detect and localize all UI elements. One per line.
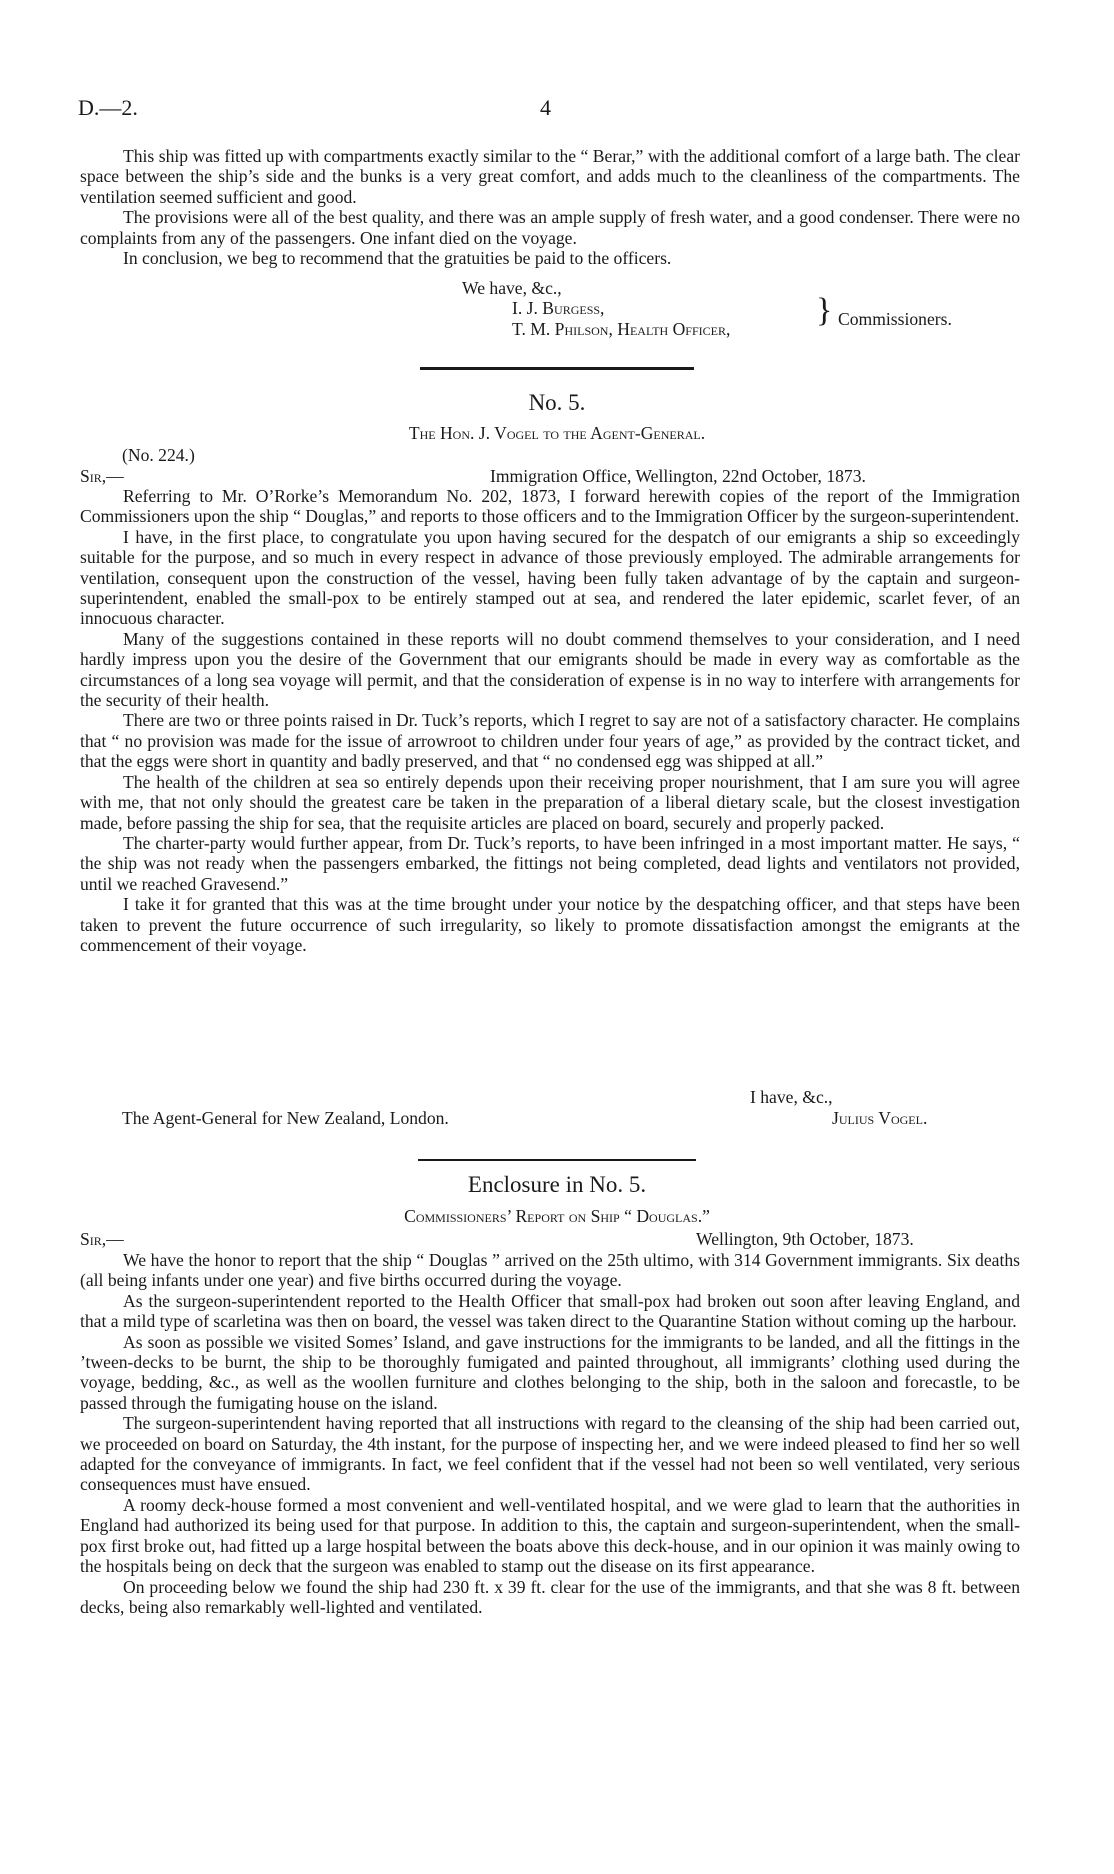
letter-subheading: The Hon. J. Vogel to the Agent-General. <box>408 423 706 443</box>
enclosure-subheading: Commissioners’ Report on Ship “ Douglas.” <box>404 1206 710 1226</box>
addressee: The Agent-General for New Zealand, London. <box>122 1108 449 1128</box>
paragraph: The health of the children at sea so entirely depends upon their receiving proper nourishment, that I am sure you will agree with me, that not only should the greatest care be taken in the preparation of a liberal dietary scale, but the closest investigation made, before passing the ship for sea, that the requisite articles are placed on board, securely and properly packed. <box>80 771 1020 833</box>
paragraph: The surgeon-superintendent having reported that all instructions with regard to the cleansing of the ship had been carried out, we proceeded on board on Saturday, the 4th instant, for the purpose of inspecting her, and we were indeed pleased to find her so well adapted for the conveyance of immigrants. In fact, we feel confident that if the vessel had not been so well ventilated, very serious consequences must have ensued. <box>80 1413 1020 1495</box>
paragraph: We have the honor to report that the ship “ Douglas ” arrived on the 25th ultimo, with 314 Government immigrants. Six deaths (all being infants under one year) and five births occurred during the voyage. <box>80 1250 1020 1291</box>
paragraph: In conclusion, we beg to recommend that the gratuities be paid to the officers. <box>123 248 672 269</box>
closing: I have, &c., <box>750 1087 833 1107</box>
paragraph: As the surgeon-superintendent reported to the Health Officer that small-pox had broken out soon after leaving England, and that a mild type of scarletina was then on board, the vessel was taken direct to the Quarantine Station without coming up the harbour. <box>80 1290 1020 1332</box>
paragraph: I take it for granted that this was at the time brought under your notice by the despatching officer, and that steps have been taken to prevent the future occurrence of such irregularity, so likely to promote dissatisfaction amongst the emigrants at the commencement of their voyage. <box>80 894 1020 955</box>
paragraph: As soon as possible we visited Somes’ Island, and gave instructions for the immigrants to be landed, and all the fittings in the ’tween-decks to be burnt, the ship to be thoroughly fumigated and painted throughout, all immigrants’ clothing used during the voyage, bedding, &c., as well as the woollen furniture and clothes belonging to the ship, both in the saloon and forecastle, to be passed through the fumigating house on the island. <box>80 1331 1020 1413</box>
signer: T. M. Philson, Health Officer, <box>512 319 731 339</box>
report-continuation <box>80 146 1020 268</box>
brace: } <box>816 292 833 329</box>
paragraph: The provisions were all of the best quality, and there was an ample supply of fresh water, and a good condenser. There were no complaints from any of the passengers. One infant died on the voyage. <box>80 207 1020 248</box>
section-divider <box>418 1159 696 1161</box>
paragraph: The charter-party would further appear, from Dr. Tuck’s reports, to have been infringed in a most important matter. He says, “ the ship was not ready when the passengers embarked, the fittings not being completed, dead lights and ventilators not provided, until we reached Gravesend.” <box>80 832 1020 894</box>
letter-heading: No. 5. <box>528 390 586 415</box>
paragraph: There are two or three points raised in Dr. Tuck’s reports, which I regret to say are not of a satisfactory character. He complains that “ no provision was made for the issue of arrowroot to children under four years of age,” as provided by the contract ticket, and that the eggs were short in quantity and badly preserved, and that “ no condensed egg was shipped at all.” <box>80 710 1020 772</box>
signer: I. J. Burgess, <box>512 298 605 318</box>
document-reference: D.—2. <box>78 95 138 120</box>
paragraph: I have, in the first place, to congratulate you upon having secured for the despatch of our emigrants a ship so exceedingly suitable for the purpose, and so much in every respect in advance of those previously employed. The admirable arrangements for ventilation, consequent upon the construction of the vessel, having been fully taken advantage of by the captain and surgeon-superintendent, enabled the small-pox to be entirely stamped out at sea, and rendered the later epidemic, scarlet fever, of an innocuous character. <box>80 526 1020 629</box>
salutation: Sir,— <box>80 1229 124 1249</box>
signature: Julius Vogel. <box>832 1108 928 1128</box>
paragraph: Referring to Mr. O’Rorke’s Memorandum No. 202, 1873, I forward herewith copies of the report of the Immigration Commissioners upon the ship “ Douglas,” and reports to those officers and to the Immigration Officer by the surgeon-superintendent. <box>80 486 1020 527</box>
paragraph: A roomy deck-house formed a most convenient and well-ventilated hospital, and we were glad to learn that the authorities in England had authorized its being used for that purpose. In addition to this, the captain and surgeon-superintendent, when the small-pox first broke out, had fitted up a large hospital between the boats above this deck-house, and in our opinion it was mainly owing to the hospitals being on deck that the surgeon was enabled to stamp out the disease on its first appearance. <box>80 1494 1020 1577</box>
signer-role: Commissioners. <box>838 309 952 329</box>
letter-body <box>80 486 1020 955</box>
enclosure-body <box>80 1250 1020 1617</box>
paragraph: Many of the suggestions contained in these reports will no doubt commend themselves to your consideration, and I need hardly impress upon you the desire of the Government that our emigrants should be made in every way as comfortable as the circumstances of a long sea voyage will permit, and that the consideration of expense is in no way to interfere with arrangements for the security of their health. <box>80 628 1020 711</box>
dateline: Immigration Office, Wellington, 22nd October, 1873. <box>490 466 866 486</box>
salutation: Sir,— <box>80 466 124 486</box>
dateline: Wellington, 9th October, 1873. <box>696 1229 914 1249</box>
section-divider <box>420 367 694 370</box>
letter-number: (No. 224.) <box>122 445 195 465</box>
closing: We have, &c., <box>462 278 562 298</box>
paragraph: This ship was fitted up with compartments exactly similar to the “ Berar,” with the additional comfort of a large bath. The clear space between the ship’s side and the bunks is a very great comfort, and adds much to the cleanliness of the compartments. The ventilation seemed sufficient and good. <box>80 146 1020 207</box>
enclosure-heading: Enclosure in No. 5. <box>467 1172 647 1197</box>
page-number: 4 <box>540 95 551 120</box>
paragraph: On proceeding below we found the ship had 230 ft. x 39 ft. clear for the use of the immigrants, and that she was 8 ft. between decks, being also remarkably well-lighted and ventilated. <box>80 1576 1020 1617</box>
